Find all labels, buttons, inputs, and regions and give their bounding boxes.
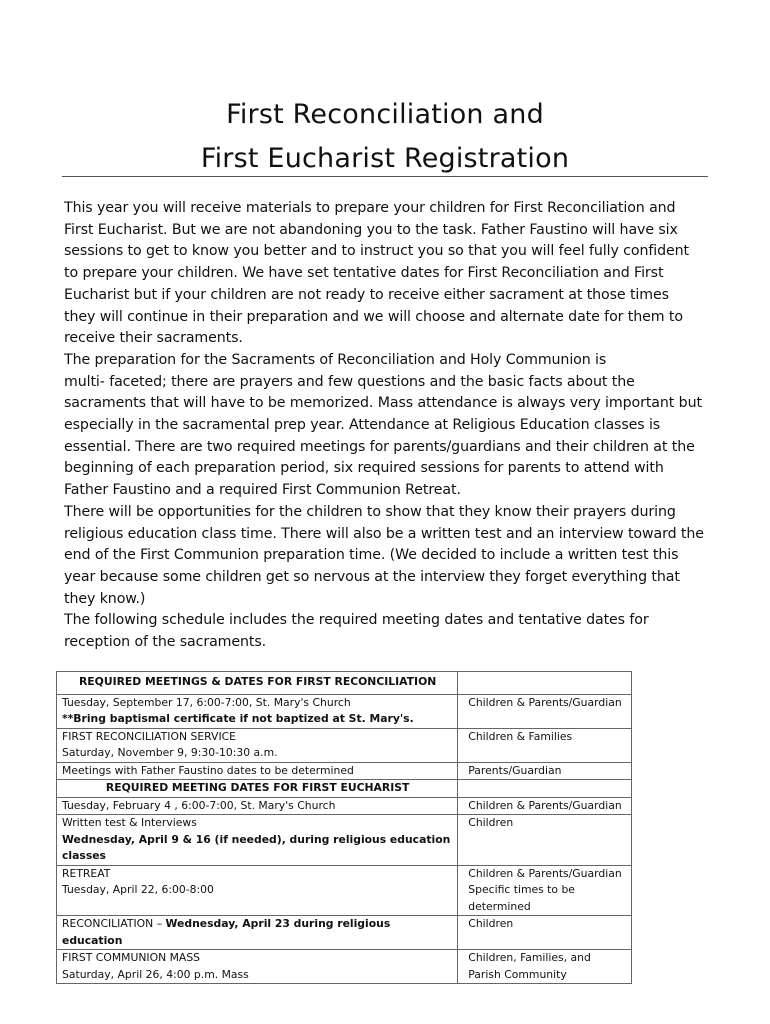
table-row bbox=[57, 694, 632, 728]
attendees-cell: Children & Families bbox=[458, 728, 632, 762]
event-cell bbox=[57, 950, 458, 984]
table-row bbox=[57, 728, 632, 762]
title-line-2: First Eucharist Registration bbox=[200, 143, 570, 174]
table-row bbox=[57, 762, 632, 780]
body-line: Father Faustino and a required First Communion Retreat. bbox=[64, 482, 461, 499]
body-line: This year you will receive materials to prepare your children for First Reconciliation and bbox=[64, 200, 676, 216]
body-line: to prepare your children. We have set tentative dates for First Reconciliation and First bbox=[64, 265, 664, 282]
event-text: Tuesday, September 17, 6:00-7:00, St. Mary's Church bbox=[62, 695, 351, 709]
attendees-note-cont: determined bbox=[468, 899, 531, 913]
attendees-cell: Children & Parents/Guardian bbox=[458, 694, 632, 728]
body-line: There will be opportunities for the children to show that they know their prayers during bbox=[64, 503, 676, 520]
body-line: religious education class time. There will also be a written test and an interview toward the bbox=[64, 525, 704, 542]
table-row bbox=[57, 797, 632, 815]
header-cell-empty bbox=[458, 672, 632, 695]
body-line: end of the First Communion preparation time. (We decided to include a written test this bbox=[64, 547, 679, 564]
body-line: The following schedule includes the required meeting dates and tentative dates for bbox=[64, 612, 649, 629]
table-row bbox=[57, 865, 632, 916]
header-cell: REQUIRED MEETINGS & DATES FOR FIRST RECONCILIATION bbox=[57, 672, 458, 695]
event-cell bbox=[57, 728, 458, 762]
attendees-cell: Children bbox=[458, 815, 632, 866]
body-line: they will continue in their preparation and we will choose and alternate date for them to bbox=[64, 308, 683, 325]
body-line: Eucharist but if your children are not ready to receive either sacrament at those times bbox=[64, 286, 669, 303]
schedule-table bbox=[56, 671, 632, 984]
table-row bbox=[57, 950, 632, 984]
body-line: year because some children get so nervous at the interview they forget everything that bbox=[64, 568, 680, 585]
event-date-cont: classes bbox=[62, 849, 106, 862]
attendees-cell: Children bbox=[458, 916, 632, 950]
event-text: RECONCILIATION – bbox=[62, 917, 166, 930]
attendees-text: Children, Families, and bbox=[468, 951, 591, 964]
event-cell: Tuesday, February 4 , 6:00-7:00, St. Mary's Church bbox=[57, 797, 458, 815]
event-text: FIRST RECONCILIATION SERVICE bbox=[62, 729, 236, 743]
attendees-cell bbox=[458, 865, 632, 916]
event-cell bbox=[57, 916, 458, 950]
event-date: Tuesday, April 22, 6:00-8:00 bbox=[62, 883, 214, 896]
intro-text bbox=[64, 198, 714, 654]
attendees-text: Children & Parents/Guardian bbox=[468, 866, 622, 880]
event-date: Saturday, April 26, 4:00 p.m. Mass bbox=[62, 967, 249, 981]
body-line: sacraments that will have to be memorized. Mass attendance is always very important but bbox=[64, 395, 702, 412]
attendees-cell: Parents/Guardian bbox=[458, 762, 632, 780]
body-line: receive their sacraments. bbox=[64, 330, 243, 347]
title-divider bbox=[62, 176, 708, 177]
body-line: reception of the sacraments. bbox=[64, 634, 267, 651]
body-line: essential. There are two required meetings for parents/guardians and their children at the bbox=[64, 438, 695, 455]
header-cell-empty bbox=[458, 780, 632, 798]
body-line: beginning of each preparation period, six required sessions for parents to attend with bbox=[64, 460, 664, 477]
header-cell: REQUIRED MEETING DATES FOR FIRST EUCHARIST bbox=[57, 780, 458, 798]
event-date: Wednesday, April 9 & 16 (if needed), during religious education bbox=[62, 832, 451, 846]
event-cell: Meetings with Father Faustino dates to be determined bbox=[57, 762, 458, 780]
event-cell bbox=[57, 694, 458, 728]
event-cell bbox=[57, 815, 458, 866]
table-header-reconciliation bbox=[57, 672, 632, 695]
table-row bbox=[57, 916, 632, 950]
attendees-text-cont: Parish Community bbox=[468, 967, 567, 981]
table-row bbox=[57, 815, 632, 866]
attendees-cell bbox=[458, 950, 632, 984]
attendees-note: Specific times to be bbox=[468, 883, 575, 896]
event-date: Wednesday, April 23 during religious education bbox=[62, 917, 391, 947]
event-date: Saturday, November 9, 9:30-10:30 a.m. bbox=[62, 746, 278, 759]
event-text: RETREAT bbox=[62, 866, 111, 880]
body-line: First Eucharist. But we are not abandoning you to the task. Father Faustino will have six bbox=[64, 221, 678, 238]
event-note: **Bring baptismal certificate if not baptized at St. Mary's. bbox=[62, 712, 414, 725]
body-line: they know.) bbox=[64, 590, 146, 607]
body-line: The preparation for the Sacraments of Reconciliation and Holy Communion is bbox=[64, 351, 607, 368]
body-line: especially in the sacramental prep year. Attendance at Religious Education classes is bbox=[64, 417, 661, 434]
event-text: FIRST COMMUNION MASS bbox=[62, 951, 201, 964]
title-line-1: First Reconciliation and bbox=[226, 99, 544, 130]
attendees-cell: Children & Parents/Guardian bbox=[458, 797, 632, 815]
table-header-eucharist bbox=[57, 780, 632, 798]
event-cell bbox=[57, 865, 458, 916]
event-text: Written test & Interviews bbox=[62, 816, 197, 829]
body-line: multi- faceted; there are prayers and few questions and the basic facts about the bbox=[64, 373, 635, 390]
body-line: sessions to get to know you better and to instruct you so that you will feel fully confident bbox=[64, 243, 689, 260]
